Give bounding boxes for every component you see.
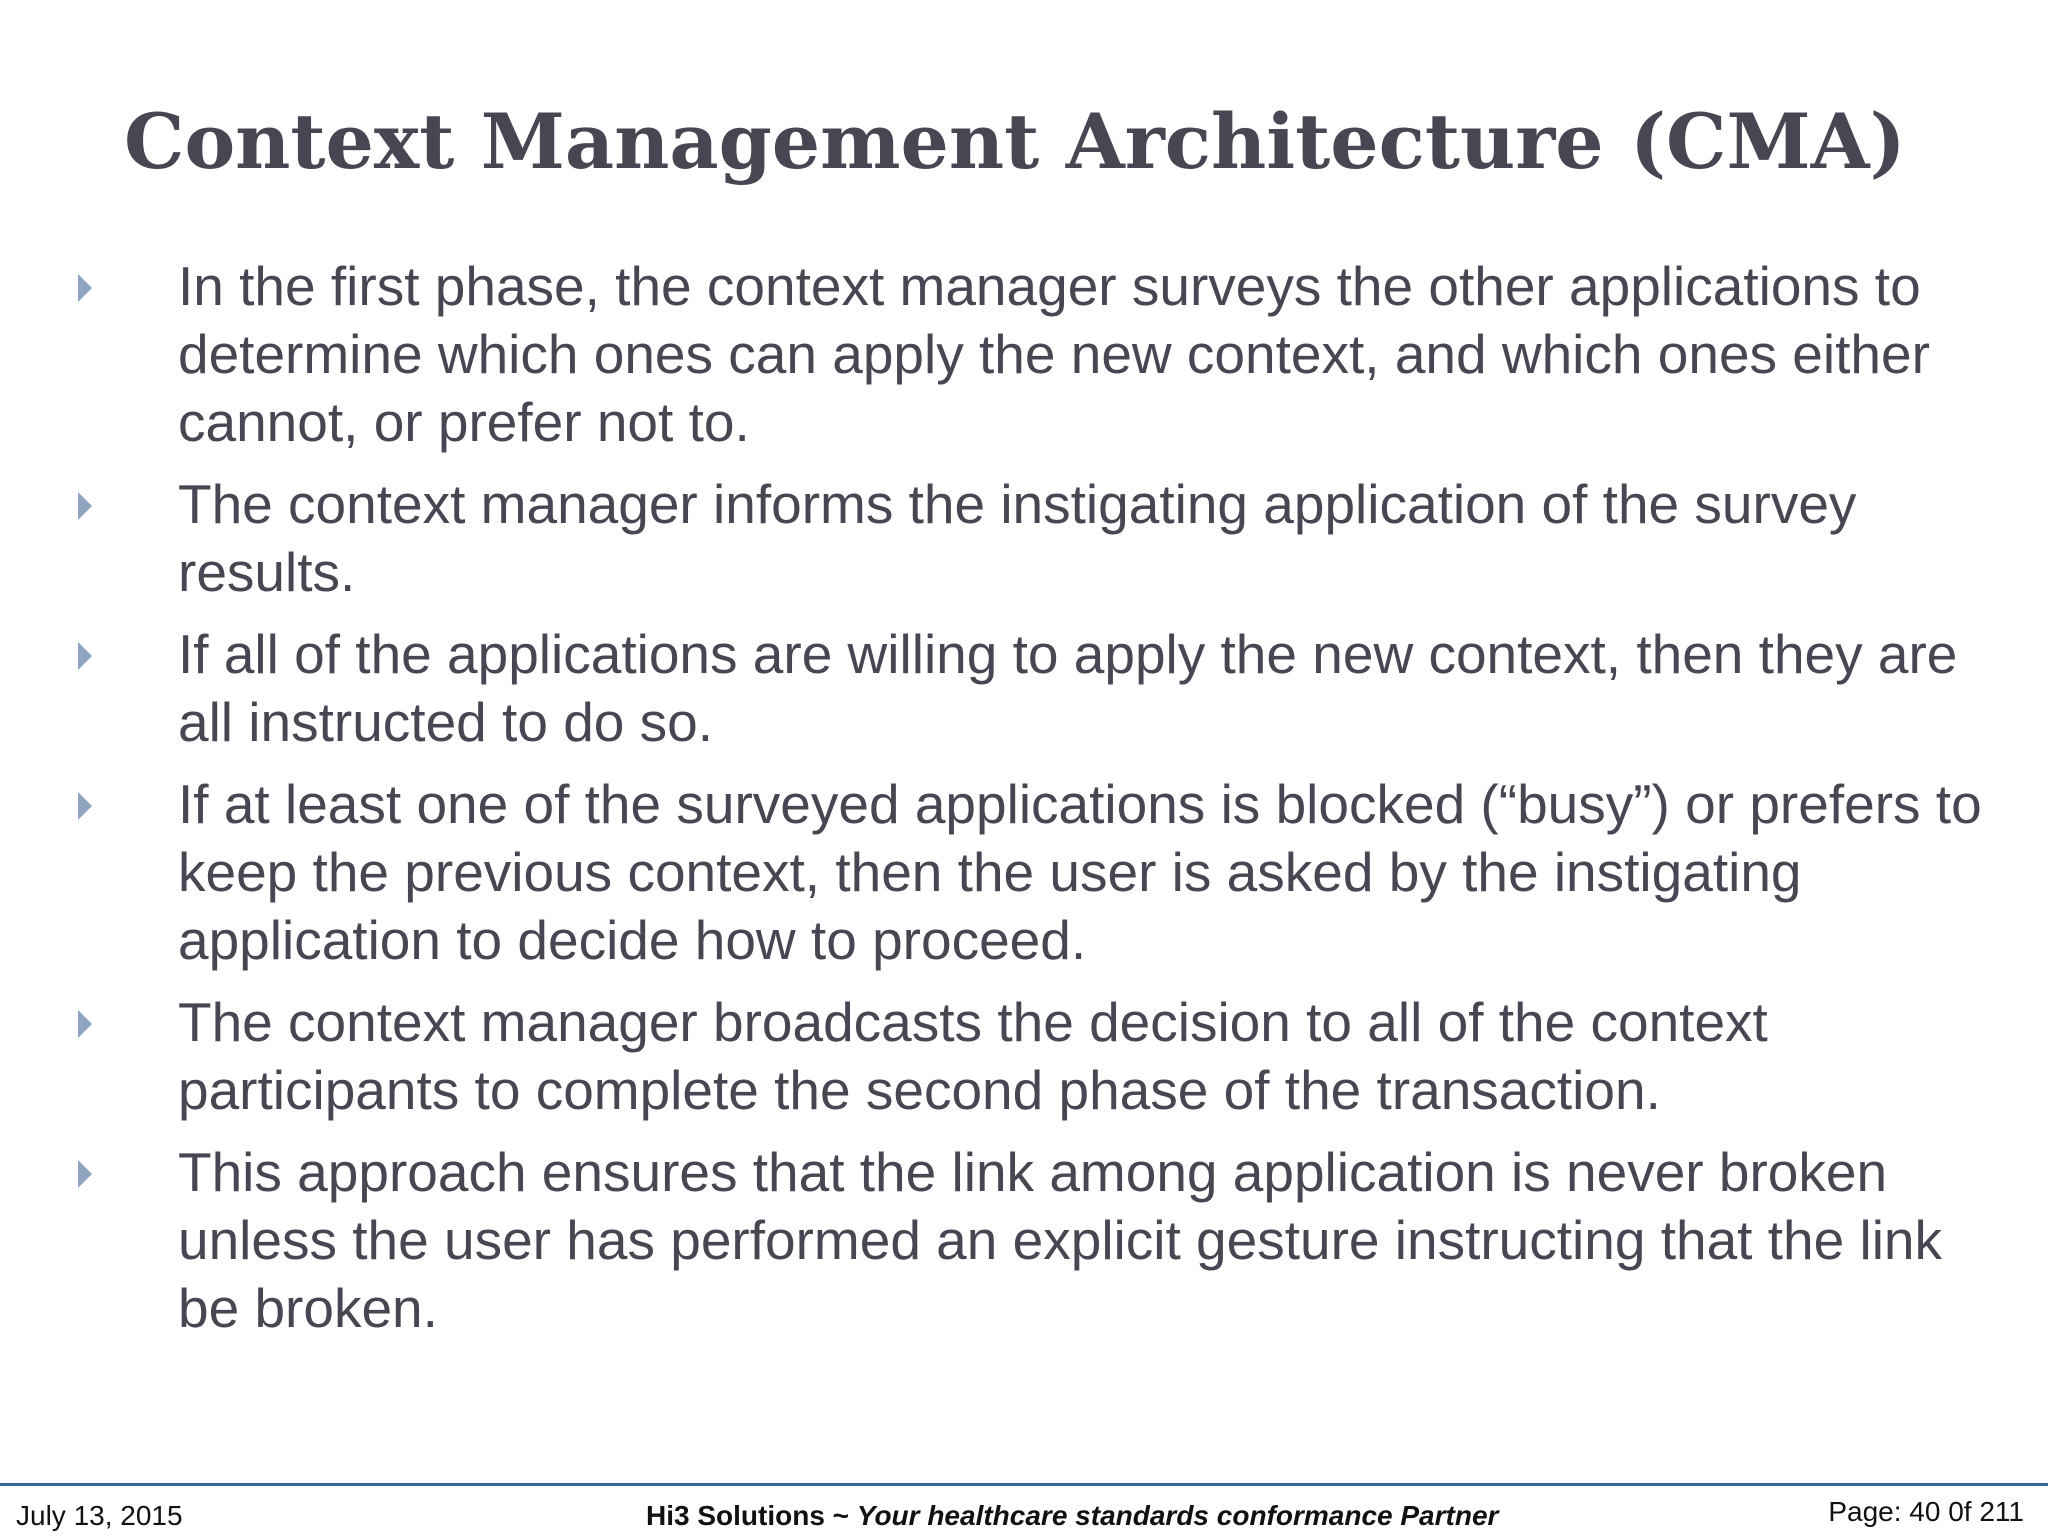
bullet-item <box>0 620 2048 756</box>
bullet-text: This approach ensures that the link among application is never broken unless the user has performed an explicit gesture instructing that the link be broken. <box>178 1141 1943 1339</box>
bullet-list <box>0 252 2048 1356</box>
slide-title: Context Management Architecture (CMA) <box>124 97 1906 186</box>
bullet-text: If at least one of the surveyed applications is blocked (“busy”) or prefers to keep the previous context, then the user is asked by the instigating application to decide how to proceed. <box>178 773 1982 971</box>
chevron-right-icon <box>78 642 92 670</box>
chevron-right-icon <box>78 274 92 302</box>
chevron-right-icon <box>78 492 92 520</box>
chevron-right-icon <box>78 1160 92 1188</box>
footer-divider <box>0 1483 2048 1486</box>
bullet-item <box>0 252 2048 456</box>
bullet-item <box>0 988 2048 1124</box>
footer-page-number: Page: 40 0f 211 <box>1828 1496 2024 1527</box>
bullet-item <box>0 770 2048 974</box>
bullet-item <box>0 1138 2048 1342</box>
footer-branding <box>646 1500 1498 1532</box>
chevron-right-icon <box>78 1010 92 1038</box>
footer-tagline: Your healthcare standards conformance Partner <box>856 1500 1499 1531</box>
bullet-text: If all of the applications are willing to apply the new context, then they are all instructed to do so. <box>178 623 1958 753</box>
bullet-text: In the first phase, the context manager surveys the other applications to determine which ones can apply the new context, and which ones either cannot, or prefer not to. <box>178 255 1930 453</box>
chevron-right-icon <box>78 792 92 820</box>
bullet-text: The context manager broadcasts the decision to all of the context participants to complete the second phase of the transaction. <box>178 991 1768 1121</box>
bullet-item <box>0 470 2048 606</box>
footer-date: July 13, 2015 <box>16 1500 183 1531</box>
bullet-text: The context manager informs the instigating application of the survey results. <box>178 473 1857 603</box>
footer-company: Hi3 Solutions ~ <box>646 1500 857 1531</box>
